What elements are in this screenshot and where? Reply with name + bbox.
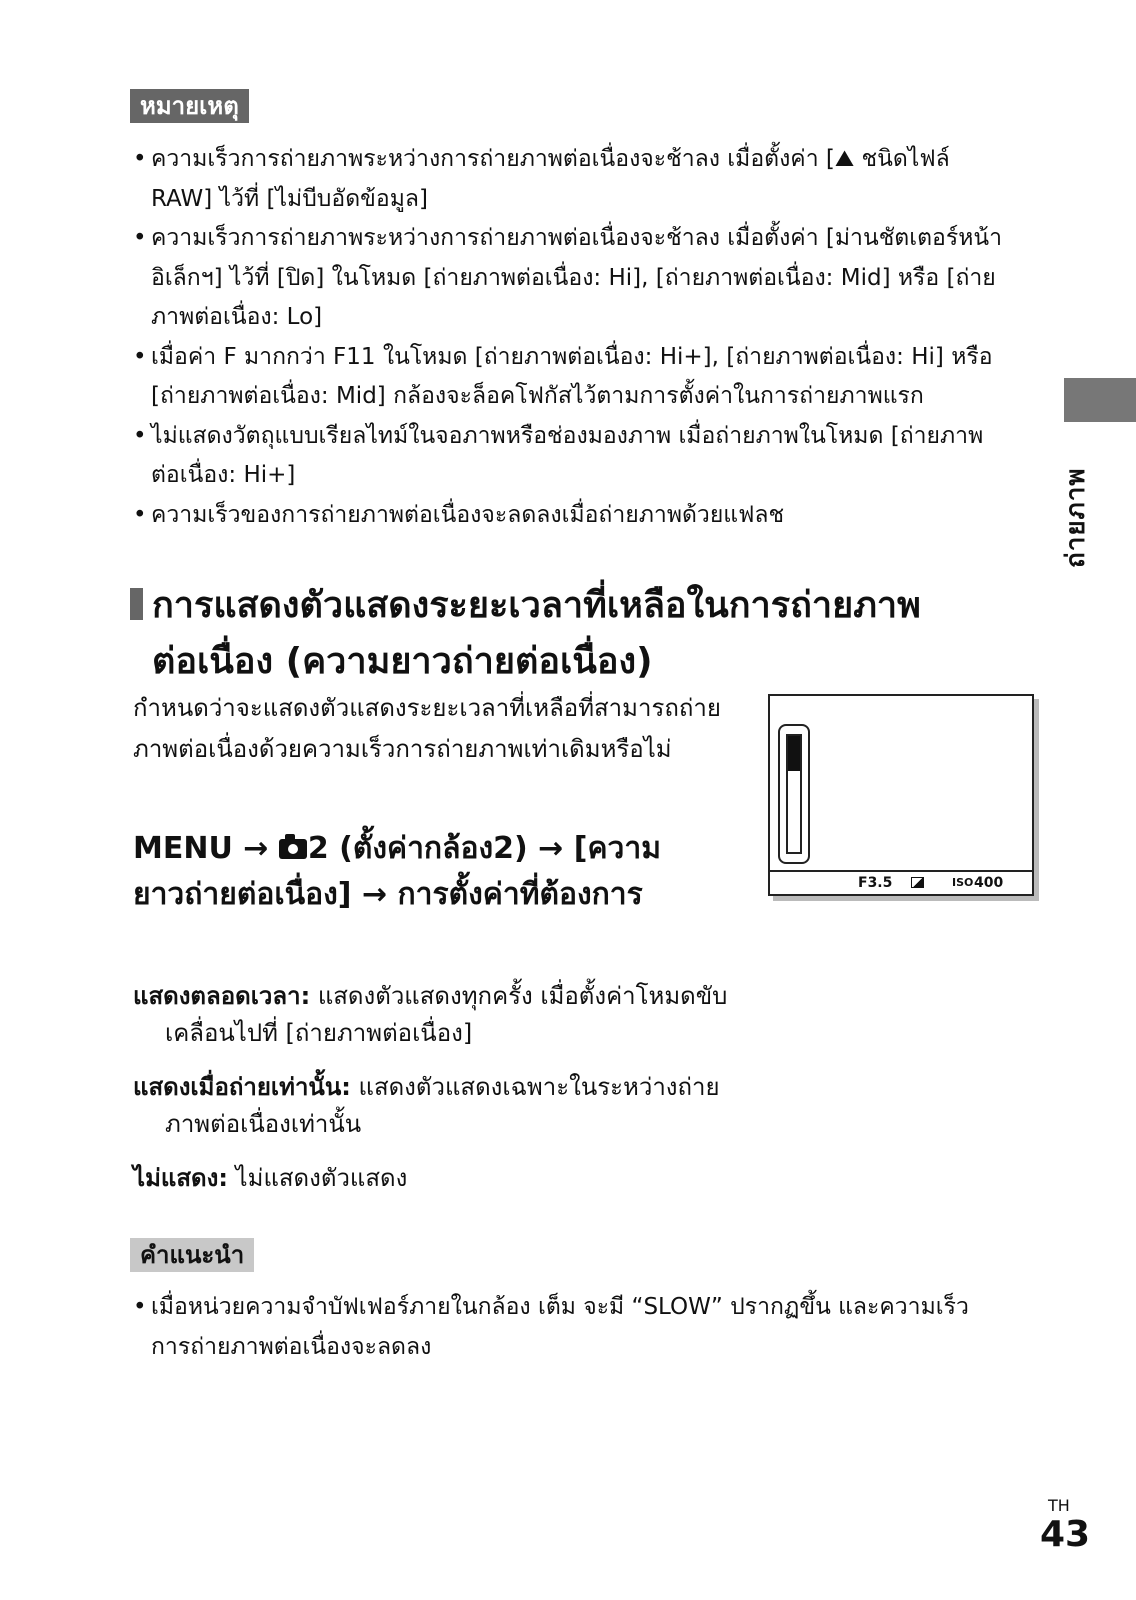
menu-path-rest: 2 (ตั้งค่ากล้อง2) → [ความยาวถ่ายต่อเนื่อง] → การตั้งค่าที่ต้องการ [133, 831, 661, 912]
list-item: • ความเร็วการถ่ายภาพระหว่างการถ่ายภาพต่อเนื่องจะช้าลง เมื่อตั้งค่า [ม่านชัตเตอร์หน้าอิเล็กฯ] ไว้ที่ [ปิด] ในโหมด [ถ่ายภาพต่อเนื่อง: Hi], [ถ่ายภาพต่อเนื่อง: Mid] หรือ [ถ่ายภาพต่อเนื่อง: Lo] [133, 219, 1003, 338]
option-desc: แสดงตัวแสดงเฉพาะในระหว่างถ่ายภาพต่อเนื่องเท่านั้น [165, 1073, 720, 1138]
tips-list [133, 1288, 1003, 1367]
notes-label: หมายเหตุ [130, 89, 249, 123]
remaining-time-bar-fill [788, 736, 800, 771]
option-name: แสดงเมื่อถ่ายเท่านั้น: [133, 1073, 351, 1101]
option-desc: ไม่แสดงตัวแสดง [227, 1164, 408, 1192]
remaining-time-bar [786, 734, 802, 854]
option-item [133, 1069, 733, 1143]
options-list [133, 978, 733, 1214]
f-value: F3.5 [858, 875, 893, 891]
section-title-line1: การแสดงตัวแสดงระยะเวลาที่เหลือในการถ่ายภาพ [152, 585, 921, 626]
option-item [133, 1160, 733, 1197]
option-name: ไม่แสดง: [133, 1164, 228, 1192]
exposure-comp-icon [911, 877, 924, 888]
iso-value: 400 [974, 875, 1004, 891]
tips-label: คำแนะนำ [130, 1238, 254, 1272]
intro-text: กำหนดว่าจะแสดงตัวแสดงระยะเวลาที่เหลือที่สามารถถ่ายภาพต่อเนื่องด้วยความเร็วการถ่ายภาพเท่าเดิมหรือไม่ [133, 694, 721, 763]
section-title [130, 578, 1030, 690]
screen-status-bar [770, 870, 1032, 894]
camera-screen-illustration [768, 694, 1034, 896]
iso-label: ISO [952, 876, 974, 889]
page-language: TH [1048, 1496, 1070, 1515]
notes-list [133, 140, 1003, 535]
list-item: • ความเร็วของการถ่ายภาพต่อเนื่องจะลดลงเมื่อถ่ายภาพด้วยแฟลช [133, 496, 1003, 536]
page-number: 43 [1040, 1514, 1091, 1555]
option-item [133, 978, 733, 1052]
option-desc: แสดงตัวแสดงทุกครั้ง เมื่อตั้งค่าโหมดขับเคลื่อนไปที่ [ถ่ายภาพต่อเนื่อง] [165, 982, 728, 1047]
side-section-label: ถ่ายภาพ [1061, 467, 1091, 568]
list-item: • เมื่อหน่วยความจำบัฟเฟอร์ภายในกล้อง เต็ม จะมี “SLOW” ปรากฏขึ้น และความเร็วการถ่ายภาพต่อเนื่องจะลดลง [133, 1288, 1003, 1367]
remaining-time-indicator-frame [778, 724, 810, 864]
list-item: • ไม่แสดงวัตถุแบบเรียลไทม์ในจอภาพหรือช่องมองภาพ เมื่อถ่ายภาพในโหมด [ถ่ายภาพต่อเนื่อง: Hi+] [133, 417, 1003, 496]
menu-path-start: MENU → [133, 831, 279, 866]
option-name: แสดงตลอดเวลา: [133, 982, 311, 1010]
menu-path [133, 826, 693, 918]
list-item: • เมื่อค่า F มากกว่า F11 ในโหมด [ถ่ายภาพต่อเนื่อง: Hi+], [ถ่ายภาพต่อเนื่อง: Hi] หรือ [ถ่ายภาพต่อเนื่อง: Mid] กล้องจะล็อคโฟกัสไว้ตามการตั้งค่าในการถ่ายภาพแรก [133, 338, 1003, 417]
list-item: • ความเร็วการถ่ายภาพระหว่างการถ่ายภาพต่อเนื่องจะช้าลง เมื่อตั้งค่า [⛰ ชนิดไฟล์ RAW] ไว้ที่ [ไม่บีบอัดข้อมูล] [133, 140, 1003, 219]
camera-icon [279, 839, 307, 859]
section-title-line2: ต่อเนื่อง (ความยาวถ่ายต่อเนื่อง) [152, 641, 653, 682]
